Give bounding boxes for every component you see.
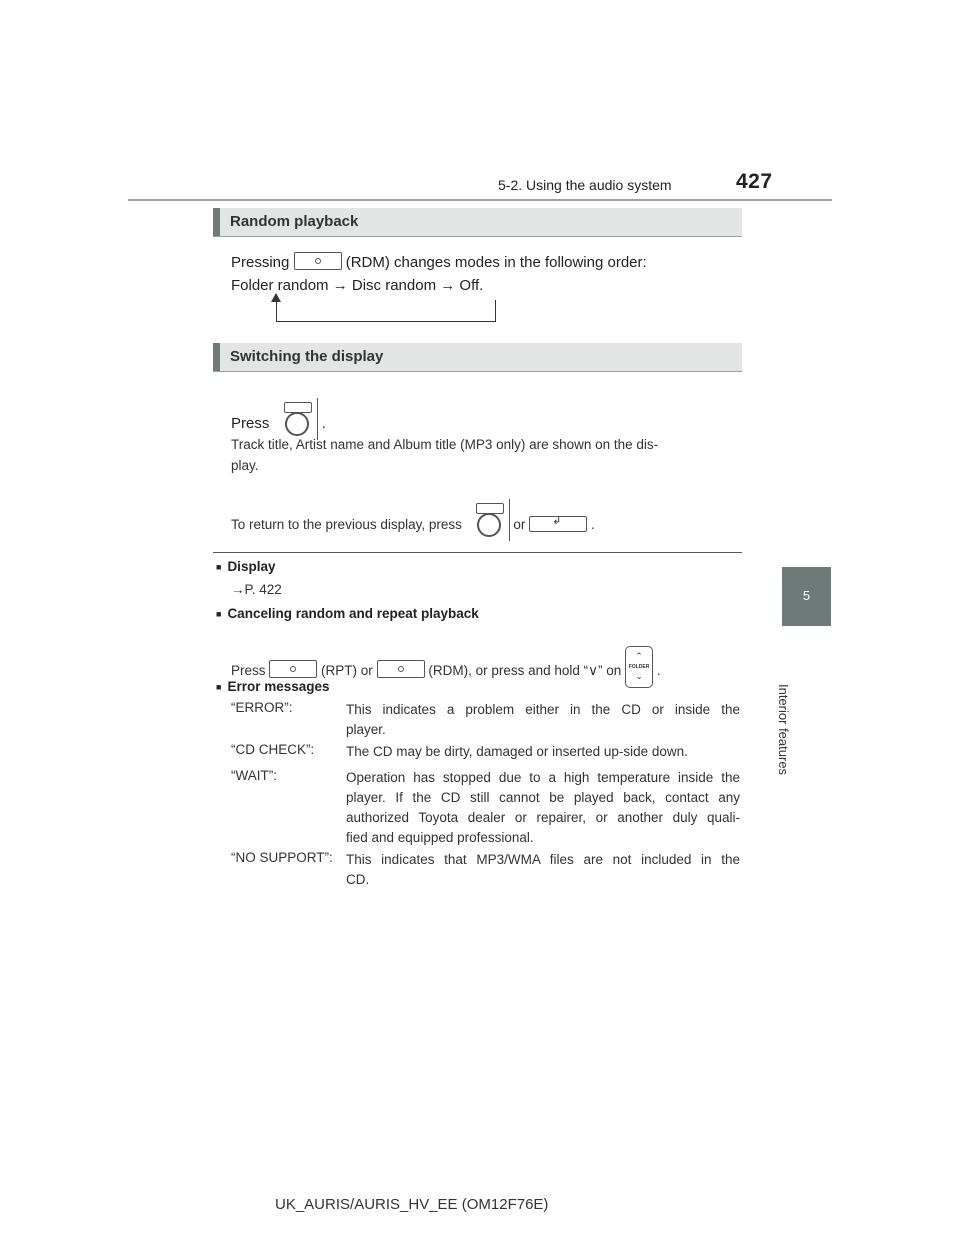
text: (RPT) or <box>321 663 373 678</box>
document-code: UK_AURIS/AURIS_HV_EE (OM12F76E) <box>275 1196 549 1213</box>
line: The CD may be dirty, damaged or inserted up-side down. <box>346 744 688 759</box>
folder-label: FOLDER <box>628 664 650 670</box>
header-rule <box>128 199 832 201</box>
heading-bar <box>213 343 220 371</box>
info-divider <box>213 552 742 553</box>
line: authorized Toyota dealer or repairer, or another duly quali- <box>346 810 740 825</box>
error-term: “WAIT”: <box>231 768 277 783</box>
error-definition <box>346 768 740 848</box>
text: Press <box>231 415 270 432</box>
note-line: Track title, Artist name and Album title (MP3 only) are shown on the dis- <box>231 437 659 452</box>
loop-line <box>276 300 496 322</box>
text: Press <box>231 663 266 678</box>
heading-text: Switching the display <box>230 348 384 365</box>
heading-bar <box>213 208 220 236</box>
text: Pressing <box>231 254 290 271</box>
text: . <box>656 663 661 678</box>
random-playback-heading <box>213 208 742 237</box>
error-definition <box>346 850 740 890</box>
display-note-title: ■ Display <box>216 559 275 574</box>
rdm-button-icon <box>377 660 425 678</box>
text: (RDM) changes modes in the following order: <box>345 254 647 271</box>
tab-divider <box>782 625 831 626</box>
line: This indicates a problem either in the CD or inside the <box>346 702 740 717</box>
error-term: “ERROR”: <box>231 700 293 715</box>
return-note <box>231 499 595 541</box>
panel-edge <box>509 499 510 541</box>
chapter-number: 5 <box>802 588 811 603</box>
knob-shape <box>285 412 309 436</box>
random-order-text: Folder random → Disc random → Off. <box>231 277 484 294</box>
text: . <box>590 517 595 532</box>
line: fied and equipped professional. <box>346 830 534 845</box>
text: To return to the previous display, press <box>231 517 462 532</box>
line: player. If the CD still cannot be played back, contact any <box>346 790 740 805</box>
switching-display-heading <box>213 343 742 372</box>
heading-text: Random playback <box>230 213 359 230</box>
chapter-tab <box>782 567 831 625</box>
text: or <box>513 517 526 532</box>
error-term: “NO SUPPORT”: <box>231 850 333 865</box>
folder-switch-icon <box>625 646 653 688</box>
line: CD. <box>346 872 370 887</box>
back-button-icon <box>529 516 587 532</box>
rdm-button-icon <box>294 252 342 270</box>
line: This indicates that MP3/WMA files are not included in the <box>346 852 740 867</box>
rpt-button-icon <box>269 660 317 678</box>
chapter-label: Interior features <box>776 684 791 776</box>
error-term: “CD CHECK”: <box>231 742 315 757</box>
setup-text-knob-icon <box>274 398 318 440</box>
note-line: play. <box>231 458 259 473</box>
error-note-title: ■ Error messages <box>216 679 330 694</box>
panel-edge <box>317 398 318 440</box>
error-definition <box>346 700 740 740</box>
page-reference: →P. 422 <box>231 582 282 597</box>
section-title: 5-2. Using the audio system <box>498 177 672 193</box>
text: (RDM), or press and hold “∨” on <box>428 663 622 678</box>
line: Operation has stopped due to a high temperature inside the <box>346 770 740 785</box>
chevron-down-icon: ⌄ <box>635 671 643 681</box>
cancel-note-title: ■ Canceling random and repeat playback <box>216 606 479 621</box>
page-number: 427 <box>736 170 773 193</box>
chevron-up-icon: ⌃ <box>635 651 643 661</box>
text: . <box>321 415 326 432</box>
error-definition <box>346 742 740 762</box>
setup-text-knob-icon <box>466 499 510 541</box>
press-line <box>231 398 326 440</box>
line: player. <box>346 722 386 737</box>
knob-shape <box>477 513 501 537</box>
random-line-1 <box>231 252 647 271</box>
